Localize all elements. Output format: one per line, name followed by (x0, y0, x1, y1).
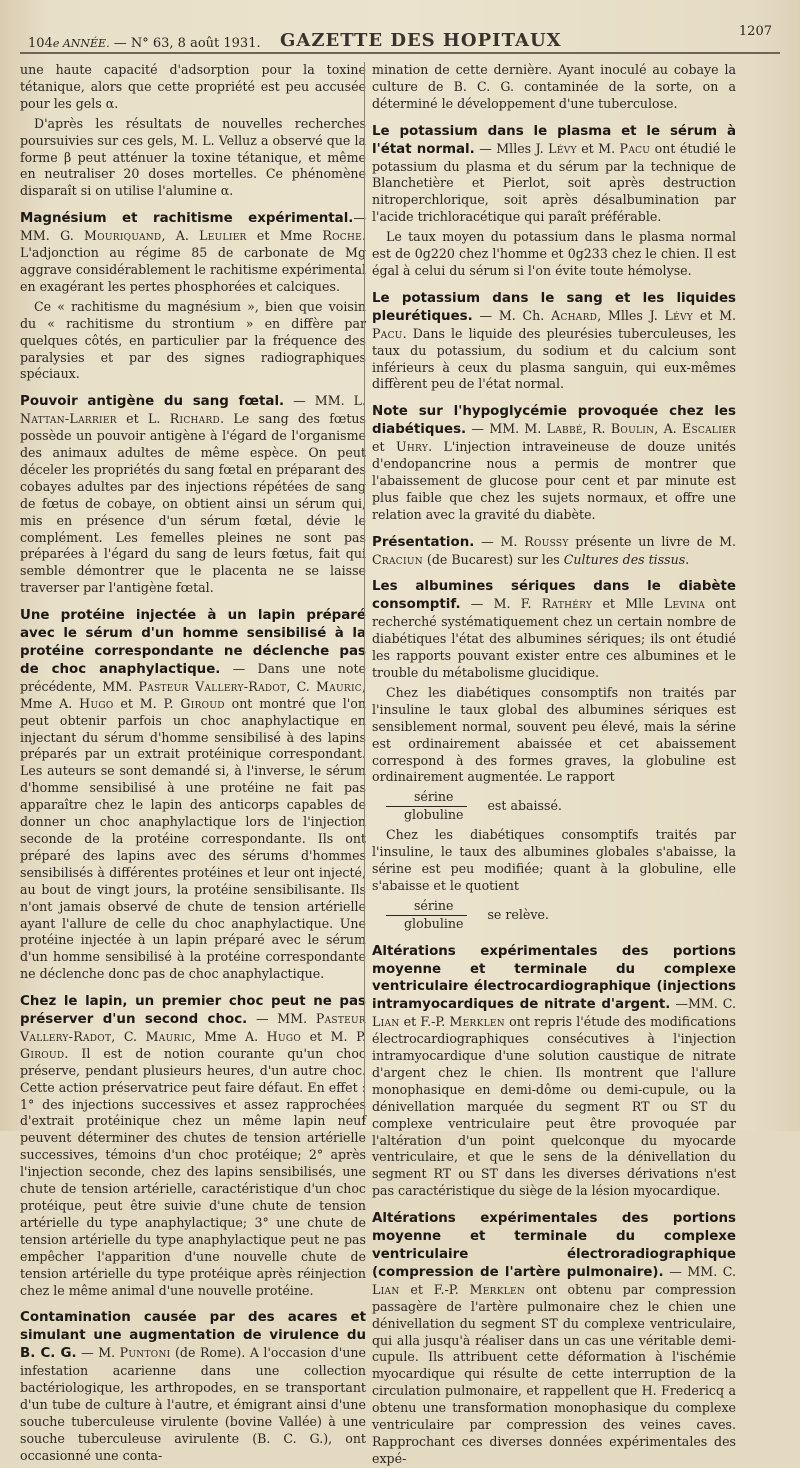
text: est abaissé. (487, 798, 562, 814)
author: Merklen (449, 1014, 505, 1030)
article-heading: Magnésium et rachitisme expérimental. (20, 211, 354, 227)
article-magnesium (20, 210, 366, 296)
paragraph: Le taux moyen du potassium dans le plasma normal est de 0g220 chez l'homme et 0g233 chez le chien. Il est égal à celui du sérum si l'on évite toute hémolyse. (372, 229, 736, 278)
author: Nattan-Larrier (20, 411, 117, 427)
column-divider (364, 62, 365, 1122)
paragraph: Ce « rachitisme du magnésium », bien que voisin du « rachitisme du strontium » en diffère par quelques côtés, en particulier par la fréquence des paralysies et par des signes radiographiques spéciaux. (20, 298, 366, 382)
author: Mouriquand (83, 228, 162, 244)
author: Craciun (372, 551, 423, 567)
text: et Mlle (592, 596, 664, 612)
text: . Le sang des fœtus possède un pouvoir antigène à l'égard de l'organisme des animaux adultes de même espèce. On peut déceler les propriétés du sang fœtal en préparant des cobayes adultes par des injections répétées de sang de fœtus de cobaye, on obtient ainsi un sérum qui, mis en présence d'un sérum fœtal, dévie le complément. Les femelles pleines ne sont pas préparées à l'égard du sang de leurs fœtus, fait qui semble démontrer que le placenta ne se laisse traverser par l'antigène fœtal. (20, 411, 367, 596)
article-heading: Note sur l'hypoglycémie provoquée chez les diabétiques. (372, 404, 736, 438)
text: ont obtenu par compression passagère de l'artère pulmonaire chez le chien une dénivellation du segment ST du complexe ventriculaire, qui alla jusqu'à réaliser dans un cas une véritable demi-cupule. Ils attribuent cette déformation à l'ischémie myocardique qui résulte de cette interruption de la circulation pulmonaire, et rappellent que H. Fredericq a obtenu une transformation monophasique du complexe ventriculaire par compression des veines caves. Rapprochant ces diverses données expérimentales des expé- (372, 1281, 736, 1466)
text: et M. P. (301, 1028, 367, 1044)
journal-title: GAZETTE DES HOPITAUX (280, 30, 562, 51)
issue-info (28, 36, 261, 51)
text: et L. (116, 411, 170, 427)
article-hypoglycemie (372, 403, 736, 523)
text: et M. P. (113, 695, 181, 711)
article-presentation (372, 534, 736, 569)
author: Hugo (79, 695, 114, 711)
author: Lian (372, 1014, 400, 1030)
text: se relève. (487, 906, 549, 922)
text: — MM. L. (284, 393, 367, 409)
article-heading: Présentation. (372, 534, 475, 550)
author: Mauric (145, 1028, 192, 1044)
author: Pasteur Vallery-Radot (20, 1011, 366, 1044)
text: et Mme (246, 228, 323, 244)
article-heading: Une protéine injectée à un lapin préparé avec le sérum d'un homme sensibilisé à la protéine correspondante ne déclenche pas de choc anaphylactique. (20, 608, 366, 677)
author: Rathéry (541, 596, 593, 612)
author: Richard (169, 411, 221, 427)
author: Giroud (180, 695, 225, 711)
right-column (372, 62, 737, 1466)
article-alterations-nitrate (372, 943, 736, 1201)
text: ont étudié le potassium du plasma et du sérum par la technique de Blanchetière et Pierlot, soit après destruction nitroperchlorique, soit après désalbumination par l'acide trichloracétique qui paraît préférable. (372, 140, 737, 225)
article-heading: Altérations expérimentales des portions moyenne et terminale du complexe ventriculaire électroradiographique (compression de l'artère pulmonaire). (372, 1211, 736, 1280)
issue-date: — N° 63, 8 août 1931. (113, 36, 261, 51)
text: — M. (474, 533, 525, 549)
article-heading: Le potassium dans le sang et les liquides pleurétiques. (372, 290, 736, 324)
text: et F.-P. (399, 1014, 450, 1030)
text: — MM. M. (466, 421, 547, 437)
article-sang-foetal (20, 393, 366, 597)
book-title: Cultures des tissus (563, 551, 686, 567)
text: — Mlles J. (474, 140, 549, 156)
year-suffix: e ANNÉE. (52, 37, 110, 50)
header-rule (20, 52, 780, 54)
author: Levina (663, 596, 705, 612)
article-potassium-plasma (372, 123, 736, 226)
text: et (372, 439, 396, 455)
text: . L'adjonction au régime 85 de carbonate de Mg aggrave considérablement le rachitisme expérimental en exagérant les pertes phosphorées et calciques. (20, 228, 366, 294)
author: Leulier (199, 228, 247, 244)
author: Hugo (266, 1028, 302, 1044)
text: , C. (111, 1028, 146, 1044)
text: Chez les diabétiques consomptifs traités par l'insuline, le taux des albumines globales s'abaisse, la sérine est peu modifiée; quant à la globuline, elle s'abaisse et le quotient (372, 827, 736, 893)
text: ont repris l'étude des modifications électrocardiographiques consécutives à l'injection intramyocardique d'une solution caustique de nitrate d'argent chez le chien. Ils montrent que l'allure monophasique en demi-dôme ou demi-cupule, ou la dénivellation marquée du segment RT ou ST du complexe ventriculaire peut être provoquée par l'altération d'un point quelconque du myocarde ventriculaire, et que le sens de la dénivellation du segment RT ou ST dans les diverses dérivations n'est pas caractéristique du siège de la lésion myocardique. (372, 1014, 737, 1199)
text: ont recherché systématiquement chez un certain nombre de diabétiques l'état des albumines sériques; ils ont étudié les rapports pouvant exister entre ces albumines et le trouble du métabolisme glucidique. (372, 596, 736, 680)
text: (de Rome). A l'occasion d'une infestation acarienne dans une collection bactériologique, les arthropodes, en se transportant d'un tube de culture à l'autre, et émigrant ainsi d'une souche tuberculeuse virulente (bovine Vallée) à une souche tuberculeuse avirulente (B. C. G.), ont occasionné une conta- (20, 1345, 366, 1463)
text: , A. (654, 421, 682, 437)
author: Giroud (20, 1045, 65, 1061)
author: Uhry (395, 439, 429, 455)
text: , C. (286, 678, 316, 694)
article-heading: Les albumines sériques dans le diabète consomptif. (372, 579, 736, 613)
year: 104 (28, 36, 53, 51)
article-alterations-pulmonaire (372, 1210, 736, 1468)
article-potassium-pleural (372, 290, 736, 393)
text: et F.-P. (399, 1281, 470, 1297)
author: Pacu (619, 140, 651, 156)
text: Chez les diabétiques consomptifs non traités par l'insuline le taux global des albumines sériques est sensiblement normal, souvent peu élevé, mais la sérine est ordinairement abaissée et cet abaissement correspond à des formes graves, la globuline est ordinairement augmentée. Le rapport (372, 684, 736, 785)
article-heading: Altérations expérimentales des portions moyenne et terminale du complexe ventriculaire électrocardiographique (injections intramyocardiques de nitrate d'argent. (372, 943, 736, 1013)
text: . (685, 551, 690, 567)
text: . L'injection intraveineuse de douze unités d'endopancrine nous a permis de montrer que l'abaissement de glucose pour cent et par minute est plus faible que chez les sujets normaux, et offre une relation avec la gravité du diabète. (372, 439, 736, 522)
fraction-denominator: globuline (404, 915, 464, 931)
author: Pasteur Vallery-Radot (138, 678, 287, 694)
fraction-numerator: sérine (386, 898, 467, 916)
author: Achard (551, 307, 598, 323)
article-heading: Contamination causée par des acares et simulant une augmentation de virulence du B. C. G. (20, 1310, 366, 1362)
author: Pacu (372, 325, 403, 341)
author: Roussy (524, 533, 569, 549)
page-number: 1207 (738, 24, 772, 39)
article-heading: Le potassium dans le plasma et le sérum à l'état normal. (372, 123, 736, 157)
paragraph: une haute capacité d'adsorption pour la toxine tétanique, alors que cette propriété est peu accusée pour les gels α. (20, 62, 366, 111)
text: — Dans une note précédente, MM. (20, 660, 366, 694)
fraction-numerator: sérine (386, 789, 467, 807)
article-premier-choc (20, 993, 366, 1299)
article-albumines (372, 578, 736, 681)
text: — MM. (247, 1011, 316, 1027)
text: , A. (161, 228, 200, 244)
left-column (20, 62, 367, 1463)
text: . Dans le liquide des pleurésies tuberculeuses, les taux du potassium, du sodium et du calcium sont inférieurs à ceux du plasma sanguin, qui eux-mêmes diffèrent peu de l'état normal. (372, 325, 736, 392)
author: Mauric (315, 678, 362, 694)
text: —MM. C. (670, 996, 736, 1012)
text: et M. (693, 307, 737, 323)
text: , Mlles J. (597, 307, 665, 323)
article-proteine-lapin (20, 607, 366, 983)
author: Roche (322, 228, 362, 244)
text: ont montré que l'on peut obtenir parfois un choc anaphylactique en injectant du sérum d'homme sensibilisé à des lapins préparés par un extrait protéinique correspondant. Les auteurs se sont demandé si, à l'inverse, le sérum d'homme sensibilisé à une protéine ne fait pas apparaître chez le lapin des anticorps capables de donner un choc anaphylactique lors de l'injection seconde de la protéine correspondante. Ils ont préparé des lapins avec des sérums d'hommes sensibilisés à différentes protéines et leur ont injecté, au bout de vingt jours, la protéine sensibilisante. Ils n'ont jamais observé de chute de tension artérielle ayant l'allure de celle du choc anaphylactique. Une protéine injectée à un lapin préparé avec le sérum d'un homme sensibilisé à la protéine correspondante ne déclenche donc pas de choc anaphylactique. (20, 695, 366, 982)
author: Lévy (548, 140, 577, 156)
text: — MM. C. (663, 1263, 736, 1279)
text: et M. (576, 140, 620, 156)
text: , Mme A. (20, 678, 366, 711)
text: présente un livre de M. (568, 533, 736, 549)
text: — M. F. (460, 596, 542, 612)
author: Lévy (664, 307, 694, 323)
author: Escalier (681, 421, 736, 437)
text: — M. (76, 1345, 120, 1361)
paragraph (372, 827, 736, 932)
article-heading: Pouvoir antigène du sang fœtal. (20, 394, 285, 410)
paragraph: D'après les résultats de nouvelles recherches poursuivies sur ces gels, M. L. Velluz a observé que la forme β peut atténuer la toxine tétanique, et même en neutraliser 20 doses mortelles. Ce phénomène disparaît si on utilise l'alumine α. (20, 115, 366, 199)
author: Puntoni (119, 1345, 171, 1361)
paragraph (372, 685, 736, 824)
article-contamination (20, 1309, 366, 1464)
text: — MM. G. (20, 210, 366, 244)
text: , R. (582, 421, 611, 437)
text: . Il est de notion courante qu'un choc préserve, pendant plusieurs heures, d'un autre choc. Cette action préservatrice peut faire défaut. En effet : 1° des injections successives et assez rapprochées d'extrait protéinique chez un même lapin neuf peuvent déterminer des chutes de tension artérielle successives, témoins d'un choc protéique; 2° après l'injection seconde, chez des lapins sensibilisés, une chute de tension artérielle, caractéristique d'un choc protéique, peut être suivie d'une chute de tension artérielle du type anaphylactique; 3° une chute de tension artérielle du type anaphylactique peut ne pas empêcher l'apparition d'une nouvelle chute de tension artérielle du type protéique après réinjection chez le même animal d'une nouvelle protéine. (20, 1045, 366, 1298)
page-header (20, 22, 780, 50)
fraction (372, 898, 736, 933)
text: , Mme A. (191, 1028, 267, 1044)
author: Merklen (469, 1281, 526, 1297)
text: (de Bucarest) sur les (422, 551, 564, 567)
author: Boulin (610, 421, 655, 437)
author: Labbé (546, 421, 583, 437)
author: Lian (372, 1281, 400, 1297)
article-heading: Chez le lapin, un premier choc peut ne pas préserver d'un second choc. (20, 994, 366, 1028)
fraction (372, 789, 736, 824)
text: — M. Ch. (472, 307, 552, 323)
paragraph: mination de cette dernière. Ayant inoculé au cobaye la culture de B. C. G. contaminée de la sorte, on a déterminé le développement d'une tuberculose. (372, 62, 736, 111)
fraction-denominator: globuline (404, 807, 464, 823)
